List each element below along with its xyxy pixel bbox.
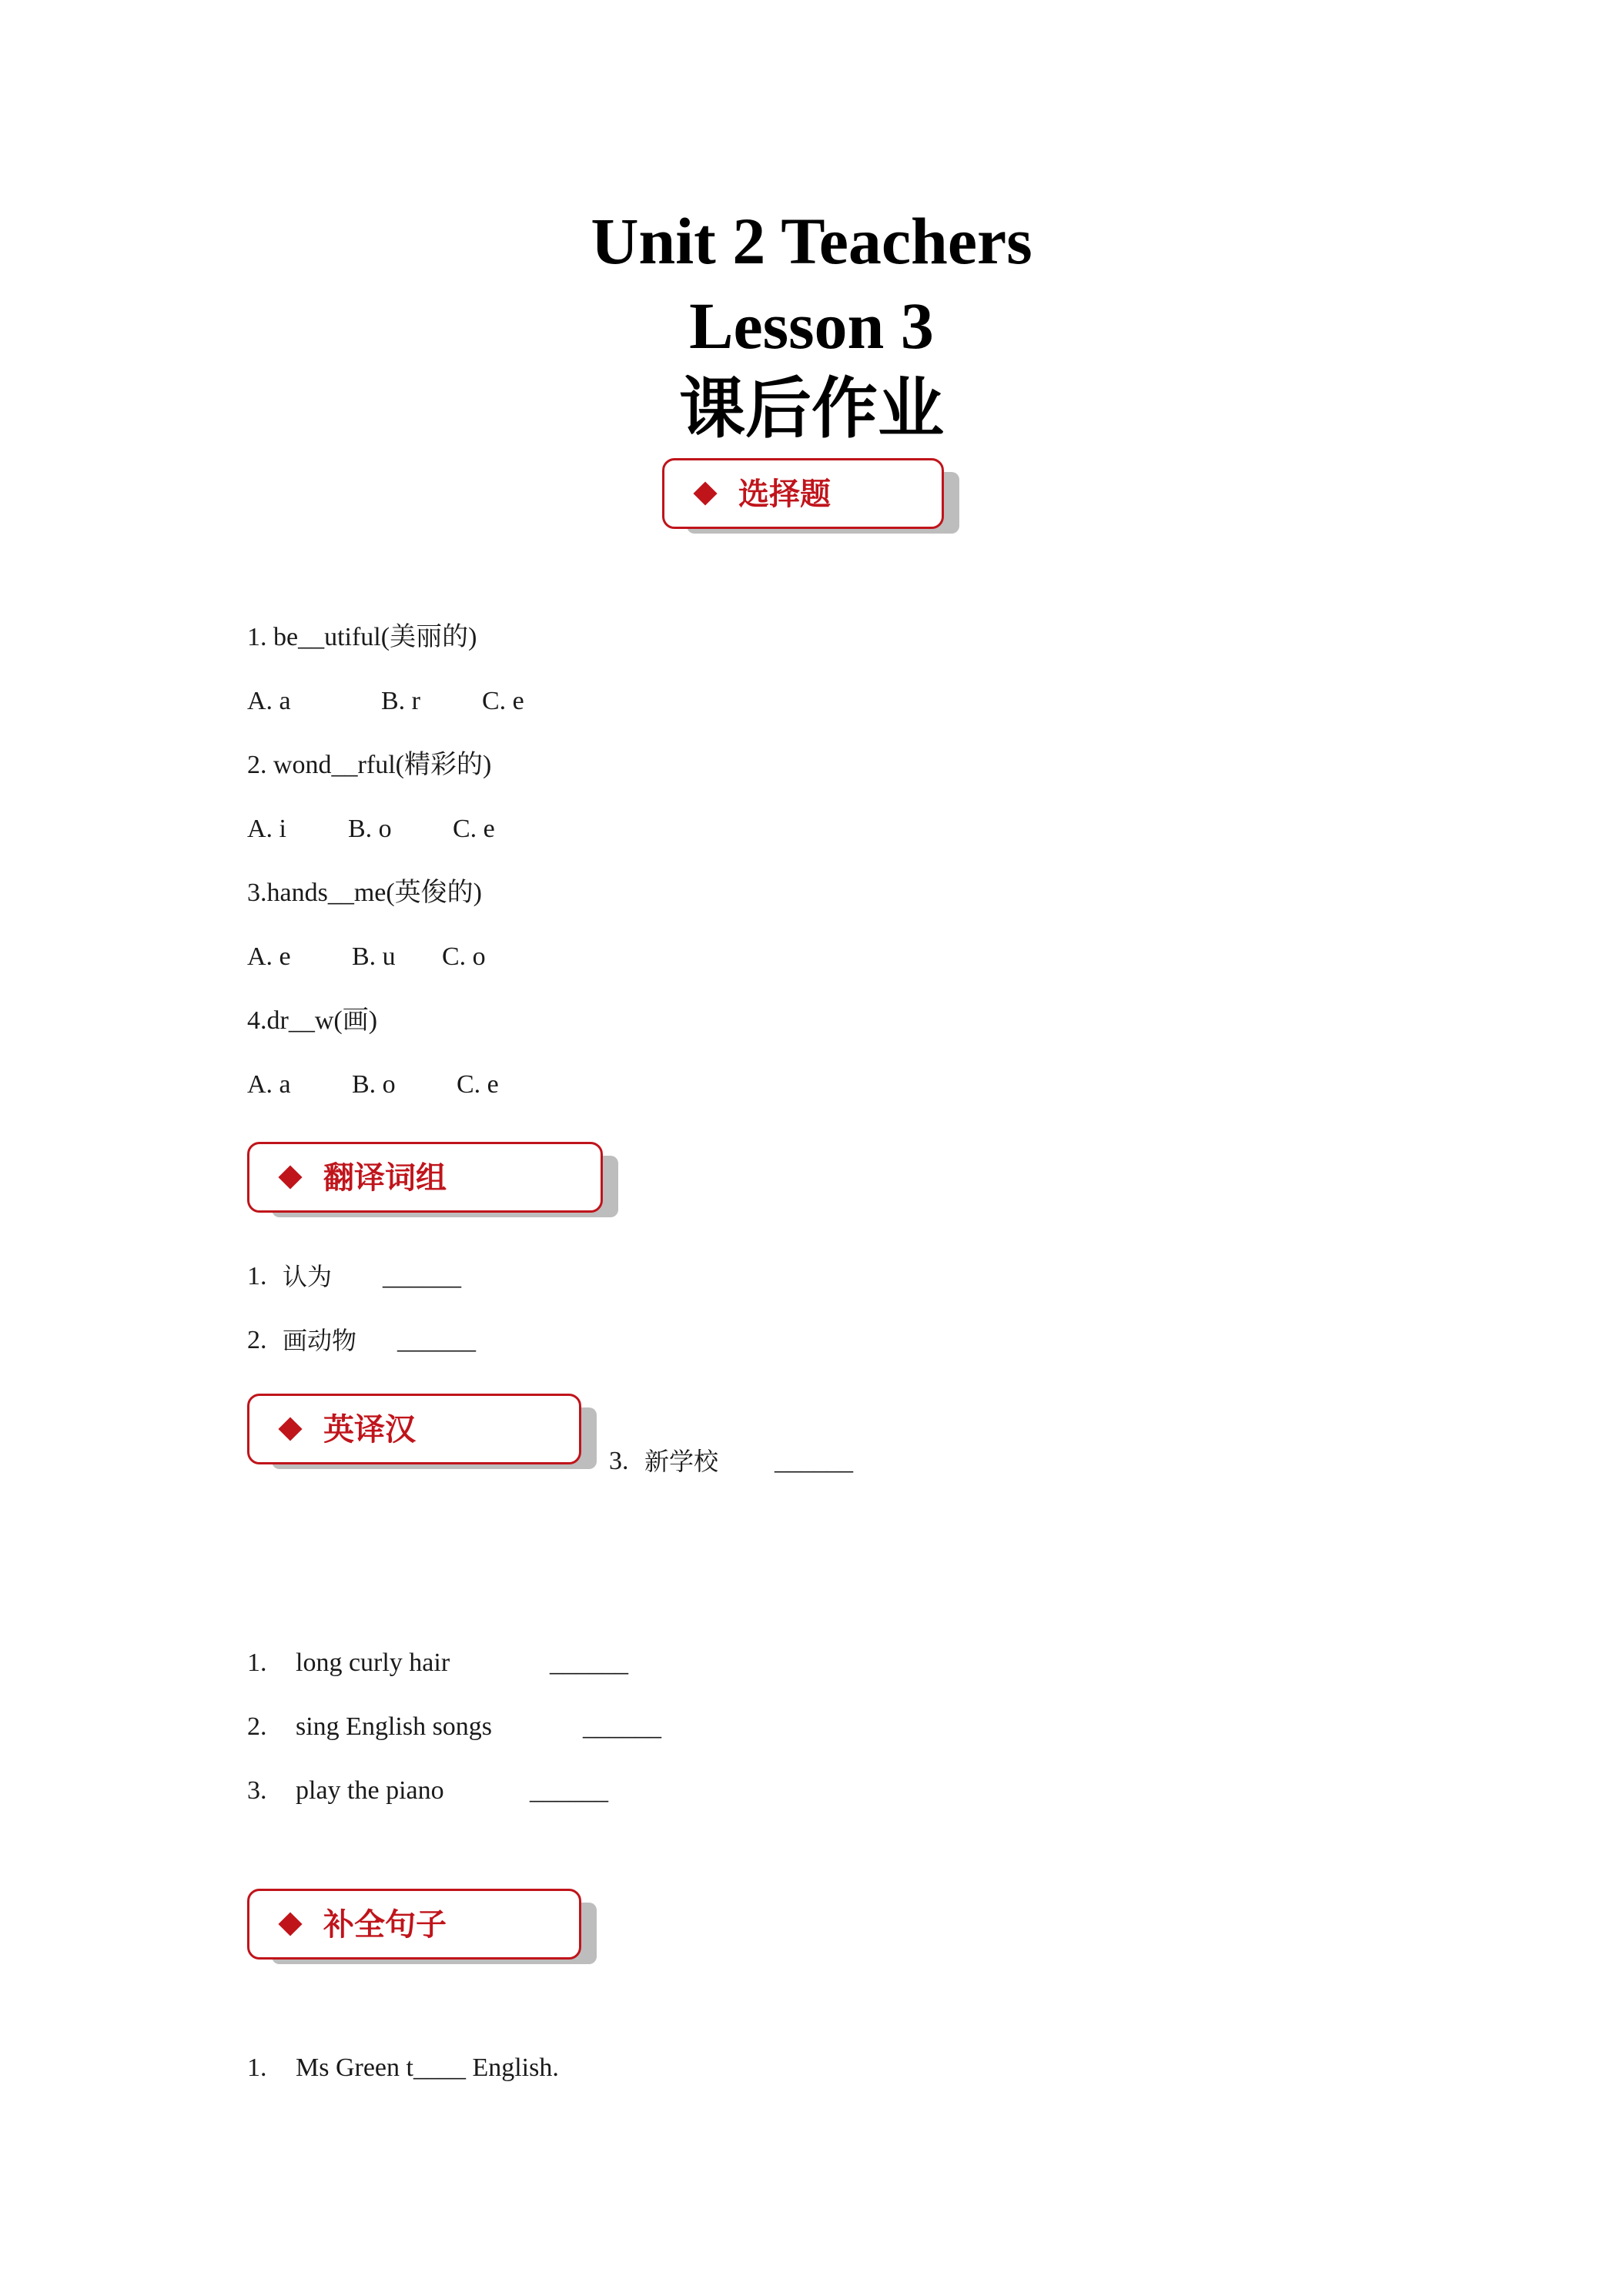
title-line-1: Unit 2 Teachers (591, 204, 1032, 278)
answer-blank[interactable]: ______ (383, 1262, 461, 1290)
title-line-3: 课后作业 (679, 370, 944, 447)
diamond-icon (693, 481, 717, 505)
phrase-text: 新学校 (644, 1447, 719, 1476)
phrase-number: 1. (247, 1262, 267, 1290)
answer-blank[interactable]: ______ (530, 1776, 608, 1805)
diamond-icon (278, 1165, 302, 1189)
section-label-translate: 翻译词组 (323, 1160, 447, 1196)
question-3: 3.hands__me(英俊的) (247, 879, 483, 907)
answer-blank[interactable]: ______ (550, 1648, 628, 1677)
sentence-number: 1. (247, 2053, 267, 2082)
section-badge-translate (247, 1142, 603, 1213)
option-b: B. o (352, 1070, 396, 1099)
en-phrase-number: 2. (247, 1712, 267, 1741)
answer-blank[interactable]: ______ (775, 1447, 853, 1475)
option-a: A. i (247, 815, 286, 843)
diamond-icon (278, 1912, 302, 1936)
option-b: B. r (381, 687, 420, 715)
en-phrase-text: sing English songs (296, 1712, 493, 1741)
option-c: C. o (442, 942, 486, 971)
question-2: 2. wond__rful(精彩的) (247, 751, 492, 779)
section-label-choice: 选择题 (738, 477, 831, 512)
en-phrase-text: play the piano (296, 1776, 444, 1805)
option-a: A. a (247, 687, 291, 715)
section-label-complete: 补全句子 (323, 1907, 447, 1943)
option-b: B. u (352, 942, 396, 971)
en-phrase-number: 3. (247, 1776, 267, 1805)
en-phrase-text: long curly hair (296, 1648, 450, 1677)
phrase-number: 2. (247, 1326, 267, 1354)
section-label-en-to-cn: 英译汉 (323, 1412, 416, 1448)
question-4: 4.dr__w(画) (247, 1006, 378, 1035)
question-1: 1. be__utiful(美丽的) (247, 623, 477, 651)
option-a: A. e (247, 942, 291, 971)
section-badge-choice (662, 458, 944, 529)
answer-blank[interactable]: ______ (397, 1326, 476, 1354)
title-line-2: Lesson 3 (689, 289, 934, 363)
option-a: A. a (247, 1070, 291, 1099)
option-c: C. e (453, 815, 495, 843)
option-c: C. e (457, 1070, 499, 1099)
phrase-text: 认为 (283, 1262, 333, 1291)
phrase-text: 画动物 (283, 1326, 357, 1355)
answer-blank[interactable]: ______ (583, 1712, 661, 1741)
option-c: C. e (482, 687, 524, 715)
diamond-icon (278, 1417, 302, 1441)
section-badge-en-to-cn (247, 1394, 581, 1464)
phrase-number: 3. (609, 1447, 629, 1475)
sentence-text: Ms Green t____ English. (296, 2053, 559, 2082)
section-badge-complete (247, 1889, 581, 1960)
option-b: B. o (348, 815, 392, 843)
en-phrase-number: 1. (247, 1648, 267, 1677)
